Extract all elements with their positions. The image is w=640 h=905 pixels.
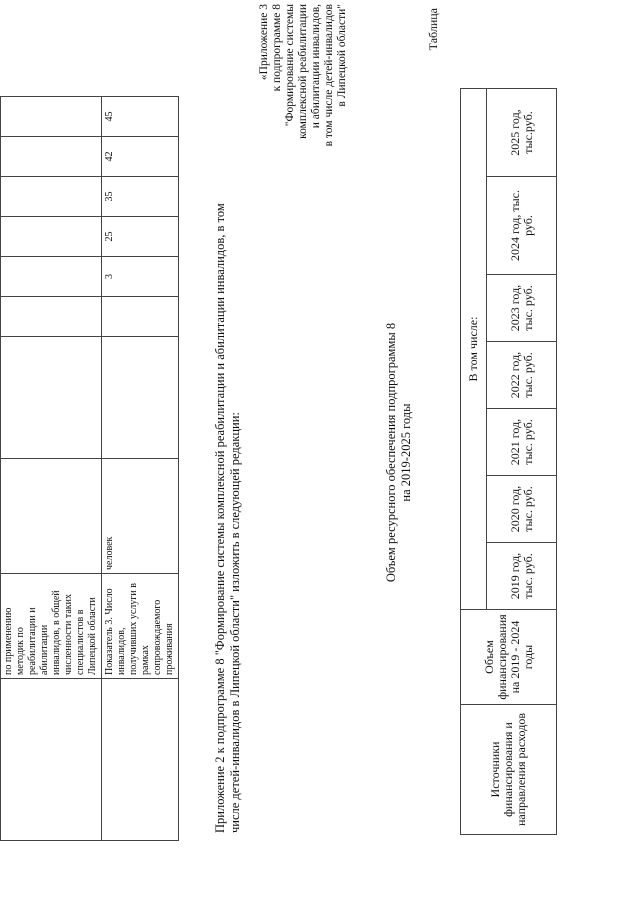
header-year: 2021 год, тыс. руб. [487, 409, 557, 476]
table-cell [102, 679, 179, 841]
appendix-line: к подпрограмме 8 [271, 4, 283, 92]
amendment-paragraph [213, 63, 243, 833]
header-year: 2023 год, тыс. руб. [487, 275, 557, 342]
appendix-line: «Приложение 3 [258, 4, 270, 81]
value-cell: 35 [102, 177, 179, 217]
table-cell [1, 459, 102, 574]
appendix-line: в Липецкой области" [336, 4, 348, 107]
value-cell: 25 [102, 217, 179, 257]
table-cell [1, 177, 102, 217]
indicator-unit: человек [102, 459, 179, 574]
table-label: Таблица [426, 8, 440, 51]
header-sources: Источники финансирования и направления расходов [461, 705, 557, 835]
paragraph-line: числе детей-инвалидов в Липецкой области" изложить в следующей редакции: [228, 412, 242, 833]
indicator-name: Показатель 3. Число инвалидов, получивших услуги в рамках сопровождаемого проживания [102, 574, 179, 679]
table-cell [1, 337, 102, 459]
appendix-line: "Формирование системы [284, 4, 296, 127]
appendix-heading [258, 4, 349, 244]
table-cell [1, 257, 102, 297]
table-cell [1, 679, 102, 841]
appendix-line: в том числе детей-инвалидов [323, 4, 335, 147]
value-cell: 42 [102, 137, 179, 177]
table-cell [1, 137, 102, 177]
table-header-row [461, 89, 487, 835]
header-year: 2020 год, тыс. руб. [487, 476, 557, 543]
table-cell [1, 97, 102, 137]
table-row [1, 97, 102, 841]
title-line: Объем ресурсного обеспечения подпрограммы 8 [384, 322, 398, 583]
header-year: 2024 год, тыс. руб. [487, 177, 557, 275]
header-year: 2019 год, тыс. руб. [487, 543, 557, 610]
header-year: 2025 год, тыс.руб. [487, 89, 557, 177]
value-cell [102, 337, 179, 459]
resource-table [460, 88, 557, 835]
table-cell [1, 297, 102, 337]
value-cell: 45 [102, 97, 179, 137]
header-group: В том числе: [461, 89, 487, 610]
appendix-line: и абилитации инвалидов, [310, 4, 322, 129]
value-cell [102, 297, 179, 337]
table-cell [1, 217, 102, 257]
table-row [102, 97, 179, 841]
paragraph-line: Приложение 2 к подпрограмме 8 "Формирование системы комплексной реабилитации и абилитации инвалидов, в том [213, 203, 227, 833]
title-line: на 2019-2025 годы [399, 403, 413, 502]
header-year: 2022 год, тыс. руб. [487, 342, 557, 409]
appendix-line: комплексной реабилитации [297, 4, 309, 139]
value-cell: 3 [102, 257, 179, 297]
indicators-table [0, 96, 179, 841]
header-total: Объем финансирования на 2019 - 2024 годы [461, 610, 557, 705]
indicator-description: по применению методик по реабилитации и абилитации инвалидов, в общей численности таких специалистов в Липецкой области [1, 574, 102, 679]
section-title [384, 0, 414, 905]
